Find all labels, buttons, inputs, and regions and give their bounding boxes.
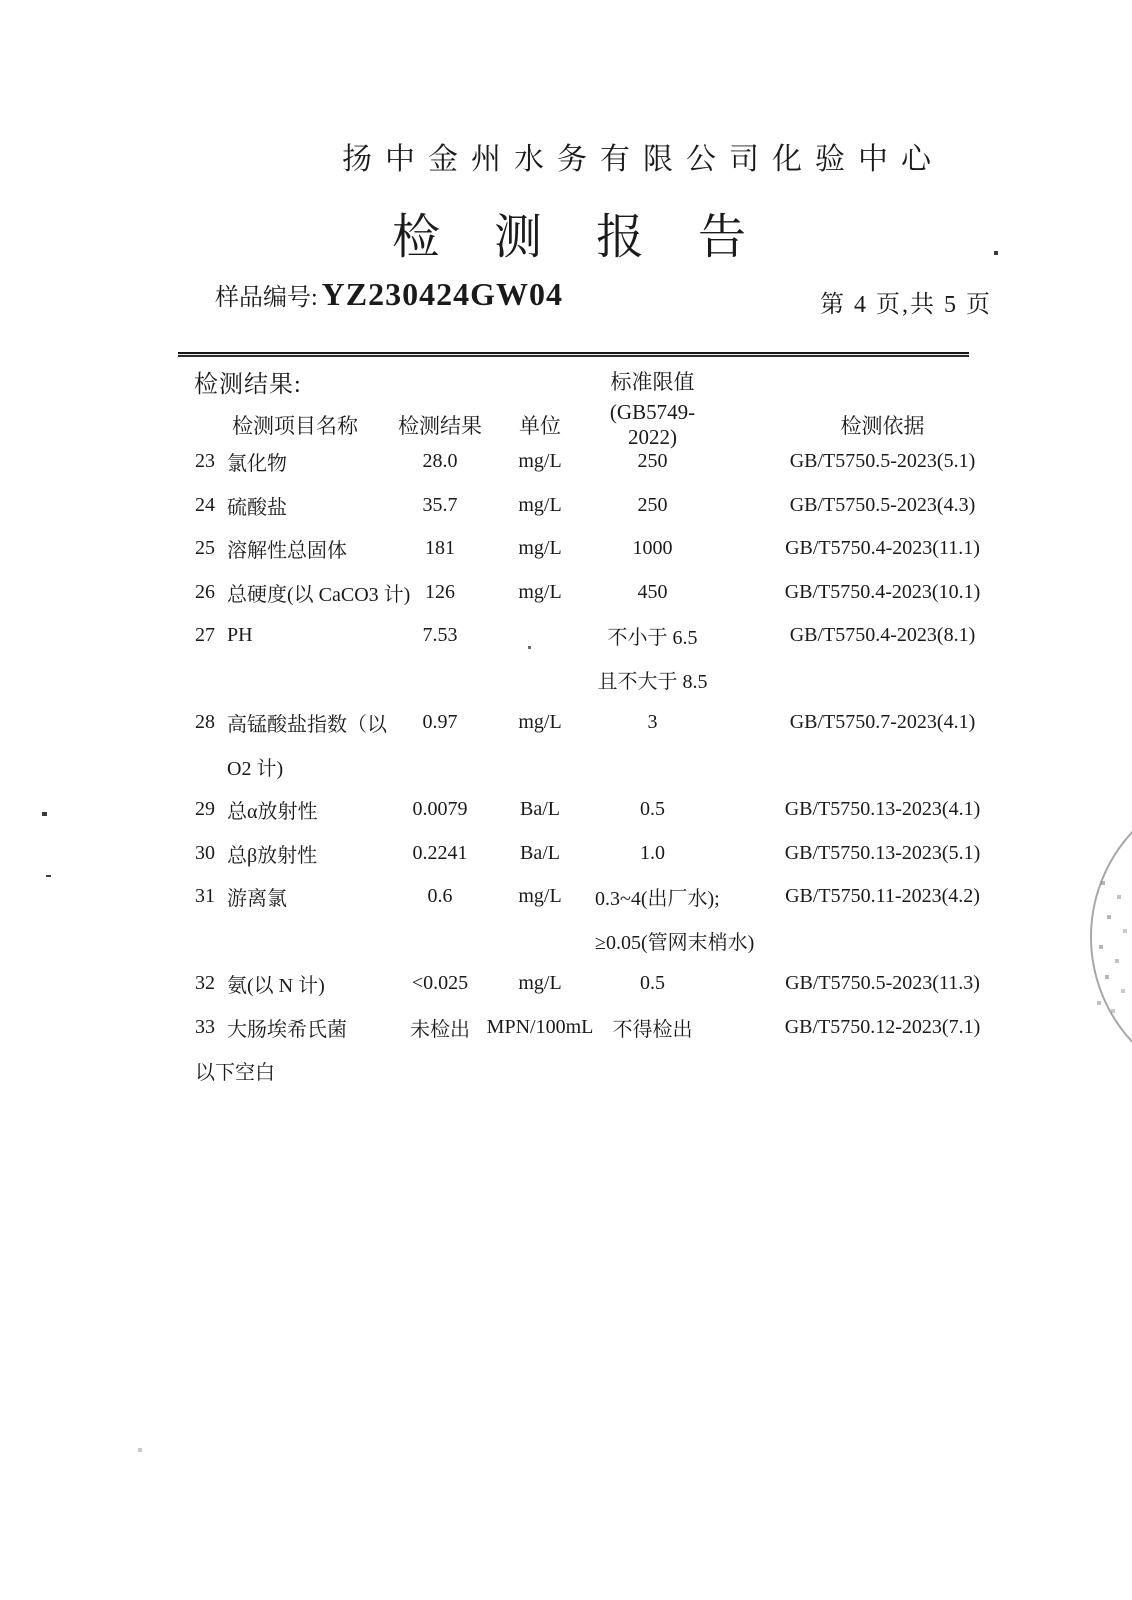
company-name: 扬中金州水务有限公司化验中心: [342, 143, 944, 176]
unit-value: mg/L: [518, 450, 562, 473]
unit-value: MPN/100mL: [486, 1015, 594, 1038]
result-value: 126: [425, 580, 455, 603]
result-value: <0.025: [411, 972, 469, 995]
unit-value: Ba/L: [520, 841, 560, 864]
row-number: 27: [195, 624, 215, 647]
column-header-unit: 单位: [519, 414, 561, 438]
basis-value: GB/T5750.12-2023(7.1): [784, 1015, 981, 1038]
basis-value: GB/T5750.13-2023(5.1): [784, 841, 981, 864]
limit-value: 250: [637, 493, 668, 516]
row-number: 33: [195, 1015, 215, 1038]
column-header-item: 检测项目名称: [232, 414, 358, 438]
table-row: [195, 527, 1132, 571]
table-header-top: [0, 362, 1132, 400]
row-number: 28: [195, 711, 215, 734]
result-value: 7.53: [422, 624, 458, 647]
scan-speck: [528, 646, 531, 649]
limit-value: 450: [637, 580, 668, 603]
results-section-label: 检测结果:: [194, 372, 302, 398]
table-row-continuation: [195, 919, 1132, 963]
table-row: [195, 1006, 1132, 1050]
table-row: [195, 875, 1132, 919]
scan-speck: [42, 812, 47, 816]
column-header-basis: 检测依据: [840, 414, 925, 438]
basis-value: GB/T5750.5-2023(5.1): [789, 450, 976, 473]
table-footer-line: [195, 1049, 1132, 1093]
row-number: 26: [195, 580, 215, 603]
item-name: 高锰酸盐指数（以: [227, 714, 387, 737]
scan-speck: [46, 875, 51, 877]
table-column-headers: [195, 400, 1055, 449]
table-row-continuation: [195, 658, 1132, 702]
unit-value: mg/L: [518, 580, 562, 603]
table-row: [195, 788, 1132, 832]
result-value: 0.2241: [412, 841, 468, 864]
item-name: 氨(以 N 计): [227, 975, 325, 998]
basis-value: GB/T5750.5-2023(4.3): [789, 493, 976, 516]
row-number: 30: [195, 841, 215, 864]
basis-value: GB/T5750.7-2023(4.1): [789, 711, 976, 734]
row-number: 32: [195, 972, 215, 995]
unit-value: mg/L: [518, 711, 562, 734]
result-value: 0.97: [422, 711, 458, 734]
table-row: [195, 484, 1132, 528]
table-row: [195, 701, 1132, 745]
result-value: 0.6: [427, 885, 453, 908]
table-row: [195, 571, 1132, 615]
row-number: 25: [195, 537, 215, 560]
item-name: 溶解性总固体: [227, 540, 347, 563]
item-name-line2: O2 计): [227, 757, 284, 780]
column-header-limit: (GB5749-2022): [609, 400, 696, 449]
row-number: 31: [195, 885, 215, 908]
sample-number-value: YZ230424GW04: [321, 276, 564, 312]
unit-value: mg/L: [518, 972, 562, 995]
basis-value: GB/T5750.13-2023(4.1): [784, 798, 981, 821]
result-value: 181: [425, 537, 455, 560]
limit-value: 0.3~4(出厂水);: [595, 888, 720, 911]
item-name: 游离氯: [227, 888, 287, 911]
limit-value: 3: [647, 711, 658, 734]
stamp-text-remnants: [1100, 878, 1102, 880]
page-number: 第 4 页,共 5 页: [820, 292, 992, 318]
limit-value: 0.5: [640, 798, 665, 821]
scan-speck: [138, 1448, 142, 1452]
basis-value: GB/T5750.5-2023(11.3): [785, 972, 980, 995]
standard-limit-header: 标准限值: [610, 370, 695, 394]
limit-value: 0.5: [640, 972, 665, 995]
limit-value: 不得检出: [612, 1018, 693, 1041]
limit-value-line2: ≥0.05(管网末梢水): [595, 931, 755, 954]
basis-value: GB/T5750.4-2023(8.1): [789, 624, 976, 647]
scan-speck: [994, 251, 998, 255]
limit-value: 不小于 6.5: [607, 627, 698, 650]
item-name: 总β放射性: [227, 844, 318, 867]
table-row: [195, 440, 1132, 484]
result-value: 28.0: [422, 450, 458, 473]
unit-value: mg/L: [518, 537, 562, 560]
report-title: 检测报告: [392, 211, 801, 264]
basis-value: GB/T5750.4-2023(11.1): [785, 537, 980, 560]
row-number: 24: [195, 493, 215, 516]
sample-number-label: 样品编号:: [215, 285, 318, 311]
item-name: 大肠埃希氏菌: [227, 1018, 347, 1041]
column-header-result: 检测结果: [398, 414, 482, 438]
table-row: [195, 614, 1132, 658]
results-table: [0, 440, 1132, 1093]
item-name: 总硬度(以 CaCO3 计): [227, 583, 411, 606]
item-name: 硫酸盐: [227, 496, 287, 519]
row-number: 23: [195, 450, 215, 473]
unit-value: mg/L: [518, 493, 562, 516]
item-name: 总α放射性: [227, 801, 318, 824]
limit-value: 1.0: [640, 841, 665, 864]
limit-value: 250: [637, 450, 668, 473]
row-number: 29: [195, 798, 215, 821]
result-value: 未检出: [410, 1018, 470, 1041]
footer-note: 以下空白: [195, 1062, 275, 1085]
limit-value-line2: 且不大于 8.5: [597, 670, 708, 693]
table-row: [195, 962, 1132, 1006]
divider-rule: [178, 352, 969, 357]
item-name: 氯化物: [227, 453, 287, 476]
result-value: 0.0079: [412, 798, 468, 821]
limit-value: 1000: [632, 537, 673, 560]
item-name: PH: [227, 624, 253, 647]
basis-value: GB/T5750.11-2023(4.2): [785, 885, 980, 908]
basis-value: GB/T5750.4-2023(10.1): [784, 580, 981, 603]
unit-value: Ba/L: [520, 798, 560, 821]
sample-number-line: [215, 276, 563, 313]
table-row: [195, 832, 1132, 876]
result-value: 35.7: [422, 493, 458, 516]
table-row-continuation: [195, 745, 1132, 789]
unit-value: mg/L: [518, 885, 562, 908]
